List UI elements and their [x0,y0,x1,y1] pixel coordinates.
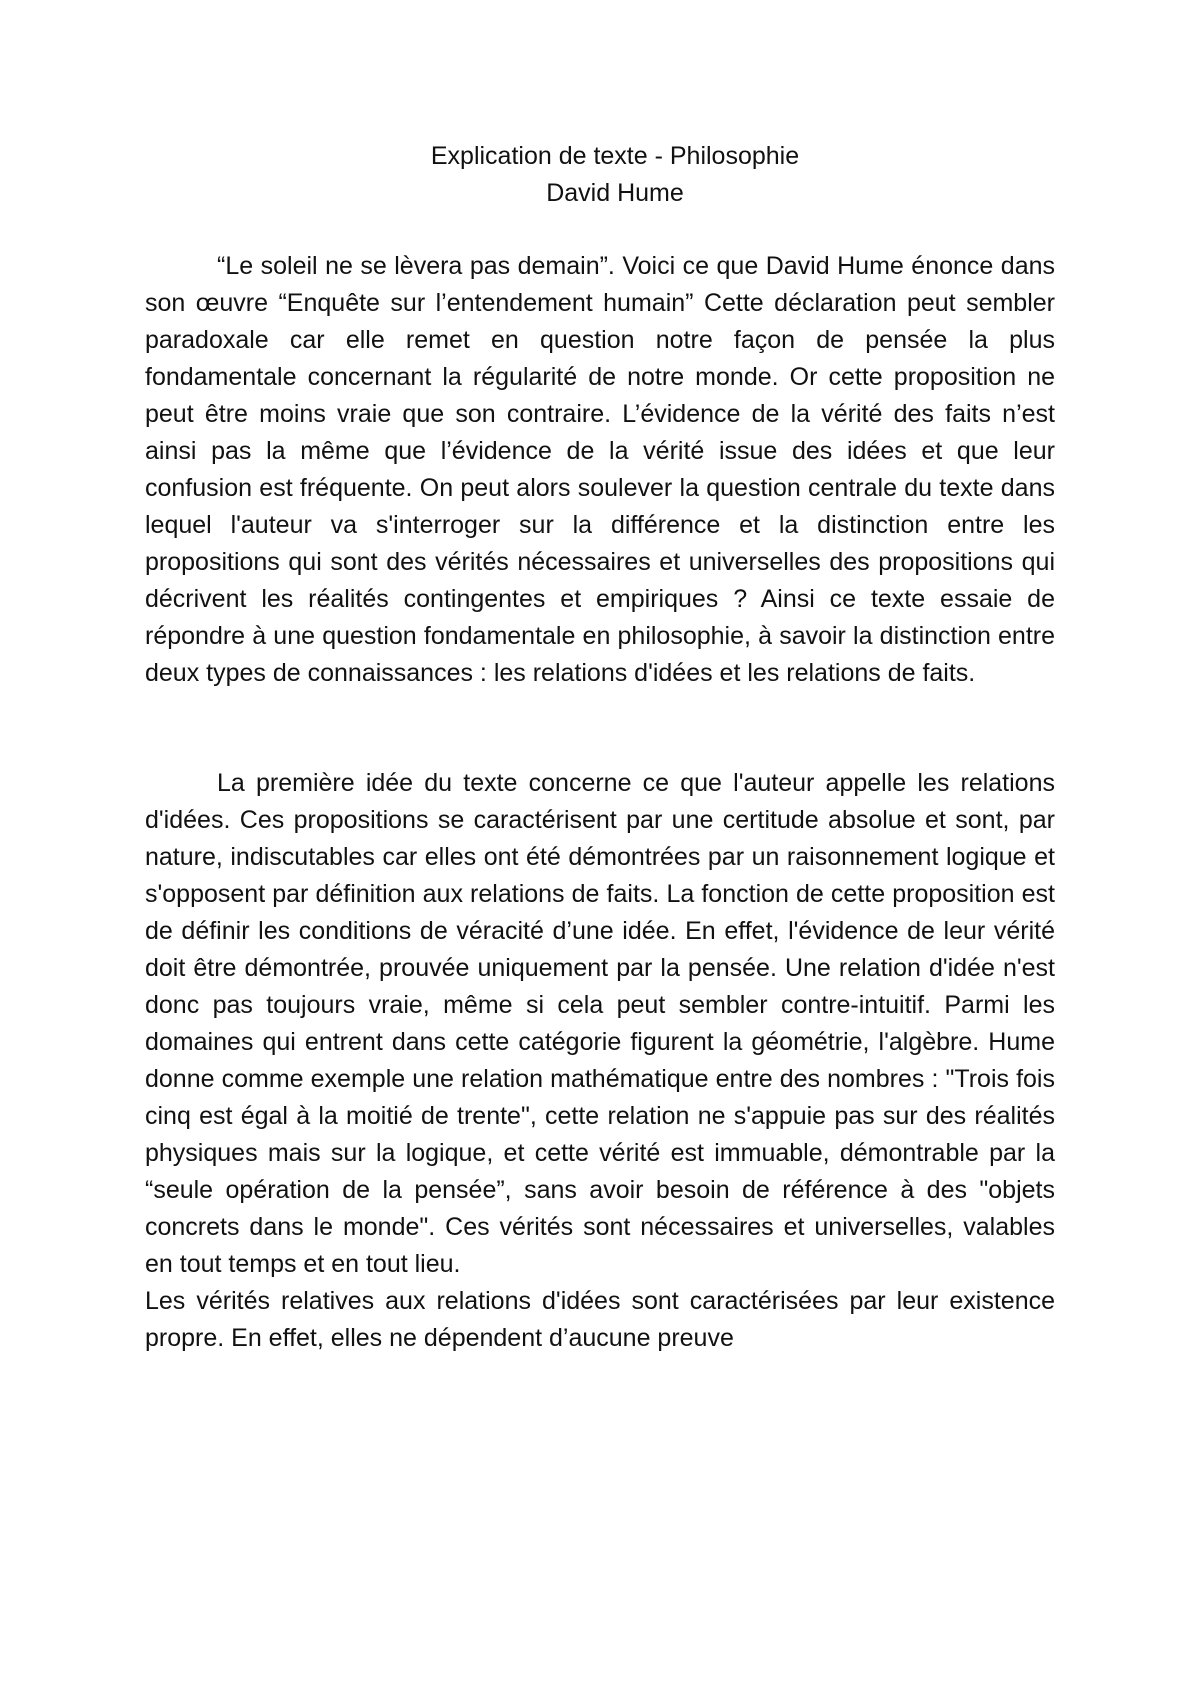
document-author: David Hume [546,179,684,207]
paragraph-relations-idees: La première idée du texte concerne ce que l'auteur appelle les relations d'idées. Ces propositions se caractérisent par une certitude absolue et sont, par nature, indiscutables car elles ont été démontrées par un raisonnement logique et s'opposent par définition aux relations de faits. La fonction de cette proposition est de définir les conditions de véracité d’une idée. En effet, l'évidence de leur vérité doit être démontrée, prouvée uniquement par la pensée. Une relation d'idée n'est donc pas toujours vraie, même si cela peut sembler contre-intuitif. Parmi les domaines qui entrent dans cette catégorie figurent la géométrie, l'algèbre. Hume donne comme exemple une relation mathématique entre des nombres : "Trois fois cinq est égal à la moitié de trente", cette relation ne s'appuie pas sur des réalités physiques mais sur la logique, et cette vérité est immuable, démontrable par la “seule opération de la pensée”, sans avoir besoin de référence à des "objets concrets dans le monde". Ces vérités sont nécessaires et universelles, valables en tout temps et en tout lieu. [145,769,1055,1278]
document-title: Explication de texte - Philosophie [430,142,800,170]
paragraph-verites-relatives: Les vérités relatives aux relations d'idées sont caractérisées par leur existence propre. En effet, elles ne dépendent d’aucune preuve [145,1287,1055,1352]
paragraph-introduction: “Le soleil ne se lèvera pas demain”. Voici ce que David Hume énonce dans son œuvre “Enquête sur l’entendement humain” Cette déclaration peut sembler paradoxale car elle remet en question notre façon de pensée la plus fondamentale concernant la régularité de notre monde. Or cette proposition ne peut être moins vraie que son contraire. L’évidence de la vérité des faits n’est ainsi pas la même que l’évidence de la vérité issue des idées et que leur confusion est fréquente. On peut alors soulever la question centrale du texte dans lequel l'auteur va s'interroger sur la différence et la distinction entre les propositions qui sont des vérités nécessaires et universelles des propositions qui décrivent les réalités contingentes et empiriques ? Ainsi ce texte essaie de répondre à une question fondamentale en philosophie, à savoir la distinction entre deux types de connaissances : les relations d'idées et les relations de faits. [145,252,1055,687]
title-block [175,138,1055,212]
document-page [145,138,1055,1357]
